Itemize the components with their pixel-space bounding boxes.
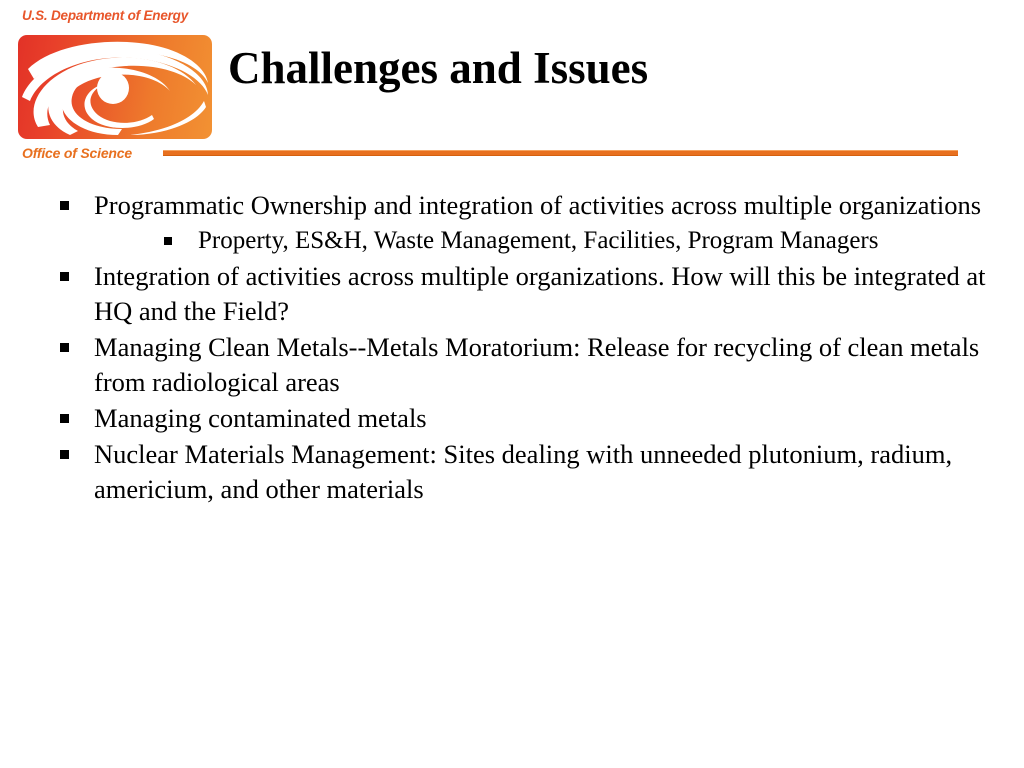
header-divider-rule xyxy=(163,150,958,156)
bullet-text: Property, ES&H, Waste Management, Facilities, Program Managers xyxy=(198,227,879,254)
bullet-item xyxy=(56,330,986,400)
bullet-text: Managing Clean Metals--Metals Moratorium: Release for recycling of clean metals from radiological areas xyxy=(94,332,980,397)
sub-bullet-item xyxy=(56,224,986,258)
bullet-item xyxy=(56,259,986,329)
office-of-science-label: Office of Science xyxy=(22,145,132,161)
bullet-marker-icon xyxy=(60,272,69,281)
slide-body-content xyxy=(56,188,986,508)
bullet-marker-icon xyxy=(60,414,69,423)
bullet-item xyxy=(56,437,986,507)
doe-spiral-logo-icon xyxy=(18,35,212,139)
bullet-item xyxy=(56,188,986,223)
page-title: Challenges and Issues xyxy=(228,43,649,93)
bullet-marker-icon xyxy=(164,237,172,245)
bullet-text: Nuclear Materials Management: Sites dealing with unneeded plutonium, radium, americium, and other materials xyxy=(94,439,953,504)
bullet-marker-icon xyxy=(60,201,69,210)
bullet-item xyxy=(56,401,986,436)
bullet-marker-icon xyxy=(60,343,69,352)
department-of-energy-label: U.S. Department of Energy xyxy=(22,8,189,23)
bullet-text: Integration of activities across multiple organizations. How will this be integrated at HQ and the Field? xyxy=(94,261,986,326)
doe-office-of-science-branding xyxy=(18,8,218,163)
bullet-text: Programmatic Ownership and integration of activities across multiple organizations xyxy=(94,190,982,220)
bullet-text: Managing contaminated metals xyxy=(94,403,427,433)
bullet-marker-icon xyxy=(60,450,69,459)
